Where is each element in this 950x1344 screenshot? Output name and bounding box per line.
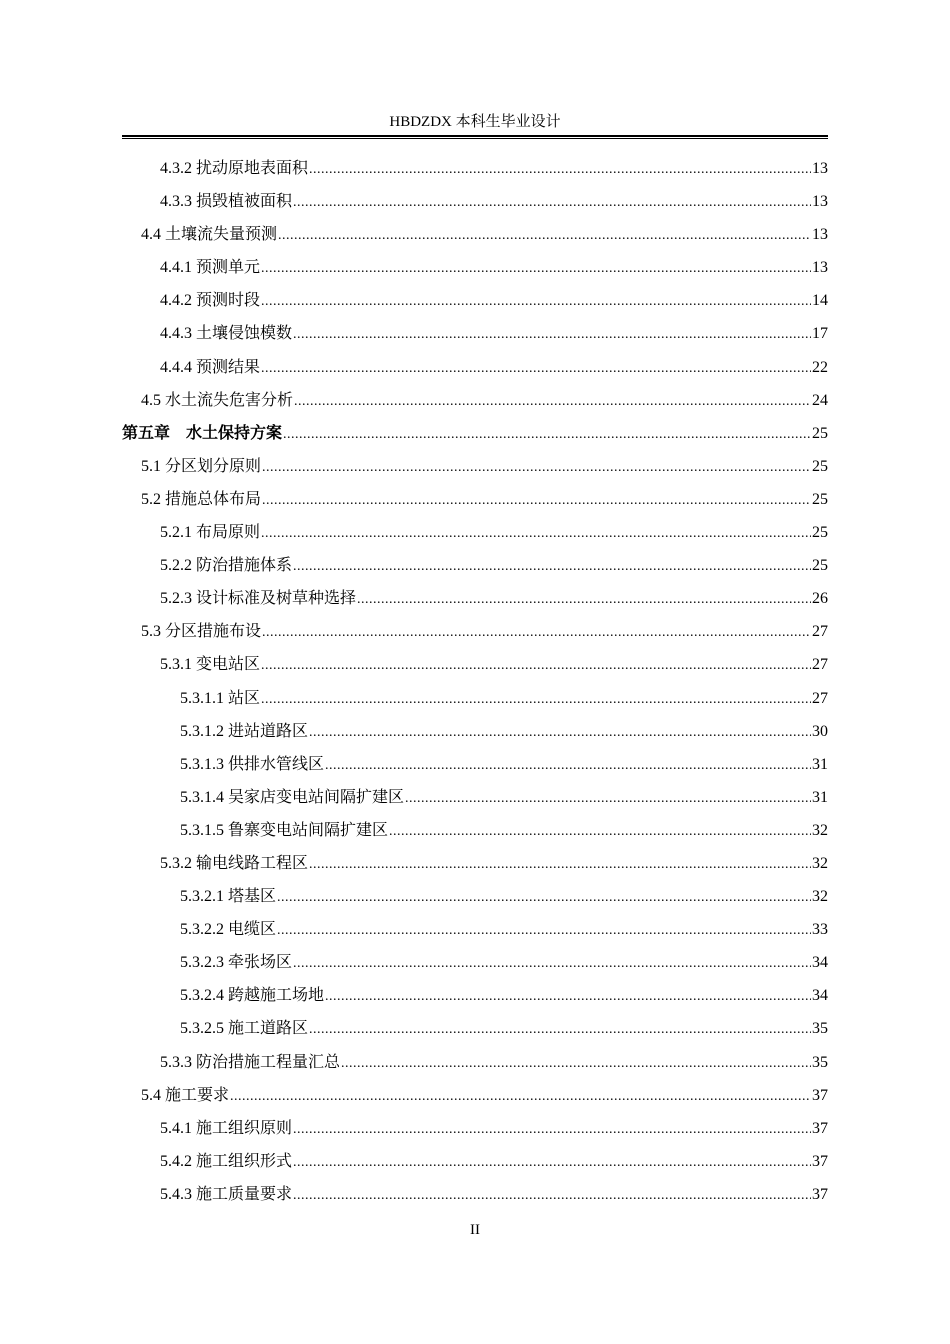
toc-entry-page: 32 <box>812 854 828 872</box>
toc-entry-label: 5.2 措施总体布局 <box>141 490 262 508</box>
toc-entry-label: 5.4.3 施工质量要求 <box>160 1185 293 1203</box>
toc-dot-leader <box>293 186 811 219</box>
toc-entry-label: 5.3.1.2 进站道路区 <box>180 722 309 740</box>
toc-entry[interactable] <box>122 1046 828 1079</box>
toc-dot-leader <box>405 782 811 815</box>
toc-entry-label: 4.4 土壤流失量预测 <box>141 226 278 244</box>
toc-entry-label: 4.4.3 土壤侵蚀模数 <box>160 325 293 343</box>
toc-dot-leader <box>389 815 811 848</box>
toc-entry-label: 5.3.1.3 供排水管线区 <box>180 755 325 773</box>
toc-entry-label: 5.2.2 防治措施体系 <box>160 557 293 575</box>
toc-entry[interactable] <box>122 284 828 317</box>
table-of-contents <box>122 152 828 1211</box>
toc-entry-label: 5.3.2.4 跨越施工场地 <box>180 987 325 1005</box>
toc-entry-page: 34 <box>812 954 828 972</box>
toc-entry-page: 37 <box>812 1086 828 1104</box>
toc-entry-page: 13 <box>812 226 828 244</box>
toc-entry-label: 5.3.1.5 鲁寨变电站间隔扩建区 <box>180 821 389 839</box>
toc-entry[interactable] <box>122 218 828 251</box>
toc-dot-leader <box>261 649 811 682</box>
toc-dot-leader <box>278 219 811 252</box>
toc-entry[interactable] <box>122 516 828 549</box>
header-rule <box>122 135 828 139</box>
toc-entry-page: 22 <box>812 358 828 376</box>
toc-entry-page: 37 <box>812 1152 828 1170</box>
toc-entry[interactable] <box>122 748 828 781</box>
toc-entry-page: 30 <box>812 722 828 740</box>
toc-entry-label: 4.4.1 预测单元 <box>160 259 261 277</box>
toc-entry[interactable] <box>122 549 828 582</box>
toc-entry-label: 5.4.1 施工组织原则 <box>160 1119 293 1137</box>
toc-entry-page: 27 <box>812 689 828 707</box>
toc-entry-label: 5.4.2 施工组织形式 <box>160 1152 293 1170</box>
toc-entry-label: 4.5 水土流失危害分析 <box>141 391 294 409</box>
toc-dot-leader <box>261 252 811 285</box>
toc-entry-page: 31 <box>812 755 828 773</box>
toc-entry-label: 5.3 分区措施布设 <box>141 623 262 641</box>
toc-entry[interactable] <box>122 946 828 979</box>
toc-entry[interactable] <box>122 913 828 946</box>
toc-entry-page: 13 <box>812 259 828 277</box>
toc-entry[interactable] <box>122 317 828 350</box>
toc-entry-page: 25 <box>812 557 828 575</box>
page-number: II <box>470 1222 480 1238</box>
toc-entry-label: 5.3.1.1 站区 <box>180 689 261 707</box>
toc-entry[interactable] <box>122 814 828 847</box>
toc-entry-label: 5.3.2.5 施工道路区 <box>180 1020 309 1038</box>
toc-dot-leader <box>293 1146 811 1179</box>
toc-entry-page: 31 <box>812 788 828 806</box>
toc-entry-page: 33 <box>812 921 828 939</box>
toc-dot-leader <box>309 716 811 749</box>
toc-dot-leader <box>293 318 811 351</box>
page-header-title: HBDZDX 本科生毕业设计 <box>389 114 561 130</box>
toc-dot-leader <box>283 418 811 451</box>
toc-dot-leader <box>357 583 811 616</box>
toc-entry-label: 5.3.2 输电线路工程区 <box>160 854 309 872</box>
toc-entry-label: 4.4.4 预测结果 <box>160 358 261 376</box>
toc-entry-label: 5.3.1.4 吴家店变电站间隔扩建区 <box>180 788 405 806</box>
toc-entry-page: 27 <box>812 656 828 674</box>
toc-entry-label: 第五章 水土保持方案 <box>122 424 283 442</box>
toc-entry[interactable] <box>122 979 828 1012</box>
toc-entry[interactable] <box>122 648 828 681</box>
toc-dot-leader <box>262 616 811 649</box>
toc-entry[interactable] <box>122 1178 828 1211</box>
toc-entry-page: 37 <box>812 1185 828 1203</box>
toc-entry[interactable] <box>122 781 828 814</box>
toc-entry-page: 25 <box>812 490 828 508</box>
toc-entry[interactable] <box>122 615 828 648</box>
toc-dot-leader <box>261 285 811 318</box>
toc-entry-page: 32 <box>812 821 828 839</box>
toc-dot-leader <box>325 749 811 782</box>
toc-entry-page: 32 <box>812 888 828 906</box>
toc-dot-leader <box>341 1047 811 1080</box>
toc-entry-label: 5.3.2.1 塔基区 <box>180 888 277 906</box>
toc-chapter-entry[interactable] <box>122 417 828 450</box>
toc-entry-label: 4.3.2 扰动原地表面积 <box>160 160 309 177</box>
toc-dot-leader <box>262 484 811 517</box>
toc-dot-leader <box>294 385 811 418</box>
toc-entry[interactable] <box>122 152 828 185</box>
toc-dot-leader <box>293 947 811 980</box>
toc-entry-label: 5.3.1 变电站区 <box>160 656 261 674</box>
toc-entry[interactable] <box>122 185 828 218</box>
toc-entry-page: 25 <box>812 457 828 475</box>
toc-entry[interactable] <box>122 880 828 913</box>
toc-entry[interactable] <box>122 483 828 516</box>
toc-entry-page: 37 <box>812 1119 828 1137</box>
toc-entry-page: 13 <box>812 193 828 211</box>
toc-dot-leader <box>309 153 811 186</box>
toc-entry-label: 5.4 施工要求 <box>141 1086 230 1104</box>
toc-entry-page: 14 <box>812 292 828 310</box>
toc-entry-page: 17 <box>812 325 828 343</box>
toc-entry-label: 5.3.2.3 牵张场区 <box>180 954 293 972</box>
toc-entry-label: 4.3.3 损毁植被面积 <box>160 193 293 211</box>
toc-entry[interactable] <box>122 582 828 615</box>
toc-entry-label: 5.1 分区划分原则 <box>141 457 262 475</box>
toc-dot-leader <box>277 881 811 914</box>
toc-dot-leader <box>261 352 811 385</box>
toc-entry-label: 5.2.1 布局原则 <box>160 524 261 542</box>
toc-entry-label: 5.3.3 防治措施工程量汇总 <box>160 1053 341 1071</box>
toc-entry-page: 35 <box>812 1020 828 1038</box>
toc-entry-page: 27 <box>812 623 828 641</box>
toc-dot-leader <box>230 1080 811 1113</box>
toc-dot-leader <box>293 550 811 583</box>
toc-entry[interactable] <box>122 450 828 483</box>
toc-entry[interactable] <box>122 682 828 715</box>
toc-entry[interactable] <box>122 1145 828 1178</box>
toc-entry[interactable] <box>122 1079 828 1112</box>
toc-entry[interactable] <box>122 715 828 748</box>
toc-entry-label: 4.4.2 预测时段 <box>160 292 261 310</box>
toc-entry[interactable] <box>122 251 828 284</box>
toc-dot-leader <box>293 1179 811 1212</box>
toc-entry-label: 5.3.2.2 电缆区 <box>180 921 277 939</box>
toc-dot-leader <box>261 683 811 716</box>
toc-dot-leader <box>277 914 811 947</box>
toc-entry[interactable] <box>122 1012 828 1045</box>
toc-entry-page: 35 <box>812 1053 828 1071</box>
toc-entry[interactable] <box>122 384 828 417</box>
toc-entry-page: 25 <box>812 524 828 542</box>
toc-dot-leader <box>309 848 811 881</box>
toc-dot-leader <box>261 517 811 550</box>
toc-entry-page: 24 <box>812 391 828 409</box>
toc-entry[interactable] <box>122 1112 828 1145</box>
toc-entry[interactable] <box>122 351 828 384</box>
toc-dot-leader <box>309 1013 811 1046</box>
toc-dot-leader <box>325 980 811 1013</box>
toc-entry[interactable] <box>122 847 828 880</box>
toc-entry-page: 13 <box>812 160 828 177</box>
toc-dot-leader <box>293 1113 811 1146</box>
toc-entry-label: 5.2.3 设计标准及树草种选择 <box>160 590 357 608</box>
toc-entry-page: 25 <box>812 424 828 442</box>
toc-entry-page: 34 <box>812 987 828 1005</box>
toc-dot-leader <box>262 451 811 484</box>
toc-entry-page: 26 <box>812 590 828 608</box>
